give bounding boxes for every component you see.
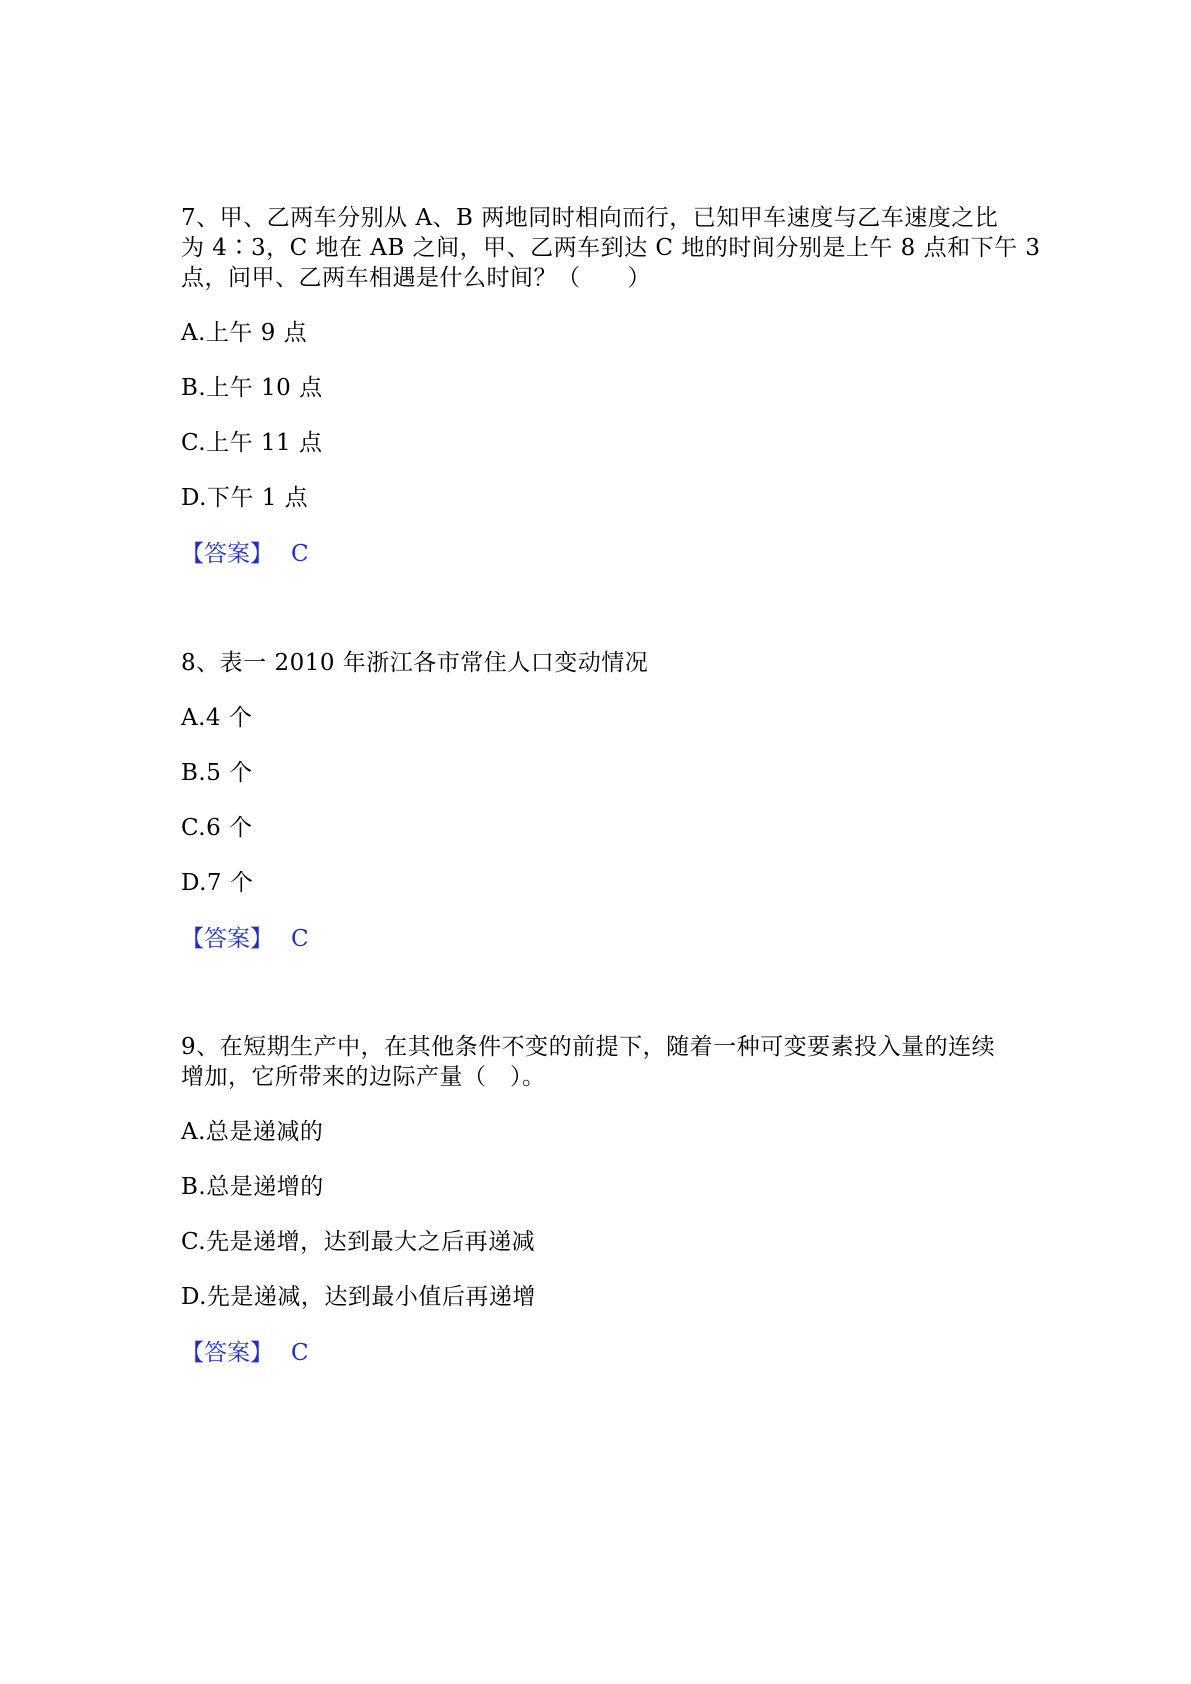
- option-d: D.先是递减，达到最小值后再递增: [181, 1284, 536, 1310]
- answer-label: 【答案】: [181, 541, 273, 567]
- answer-value: C: [291, 926, 309, 952]
- option-a: A.总是递减的: [181, 1119, 324, 1145]
- option-a: A.上午 9 点: [181, 320, 308, 346]
- option-c: C.上午 11 点: [181, 430, 323, 456]
- question-stem-line: 8、表一 2010 年浙江各市常住人口变动情况: [181, 650, 649, 676]
- option-c: C.先是递增，达到最大之后再递减: [181, 1229, 536, 1255]
- question-stem-line: 9、在短期生产中，在其他条件不变的前提下，随着一种可变要素投入量的连续: [181, 1034, 996, 1060]
- question-stem-line: 点，问甲、乙两车相遇是什么时间？（ ）: [181, 265, 651, 291]
- option-c: C.6 个: [181, 815, 253, 841]
- answer-label: 【答案】: [181, 1340, 273, 1366]
- option-b: B.上午 10 点: [181, 375, 323, 401]
- answer-value: C: [291, 541, 309, 567]
- question-stem-line: 7、甲、乙两车分别从 A、B 两地同时相向而行，已知甲车速度与乙车速度之比: [181, 205, 999, 231]
- answer-line: [181, 1338, 309, 1368]
- option-d: D.7 个: [181, 870, 254, 896]
- answer-label: 【答案】: [181, 926, 273, 952]
- answer-value: C: [291, 1340, 309, 1366]
- option-a: A.4 个: [181, 705, 253, 731]
- answer-line: [181, 539, 309, 569]
- question-stem-line: 为 4∶3，C 地在 AB 之间，甲、乙两车到达 C 地的时间分别是上午 8 点和下午 3: [181, 235, 1041, 261]
- answer-line: [181, 924, 309, 954]
- option-b: B.总是递增的: [181, 1174, 324, 1200]
- option-d: D.下午 1 点: [181, 485, 309, 511]
- question-stem-line: 增加，它所带来的边际产量（ ）。: [181, 1064, 546, 1090]
- option-b: B.5 个: [181, 760, 253, 786]
